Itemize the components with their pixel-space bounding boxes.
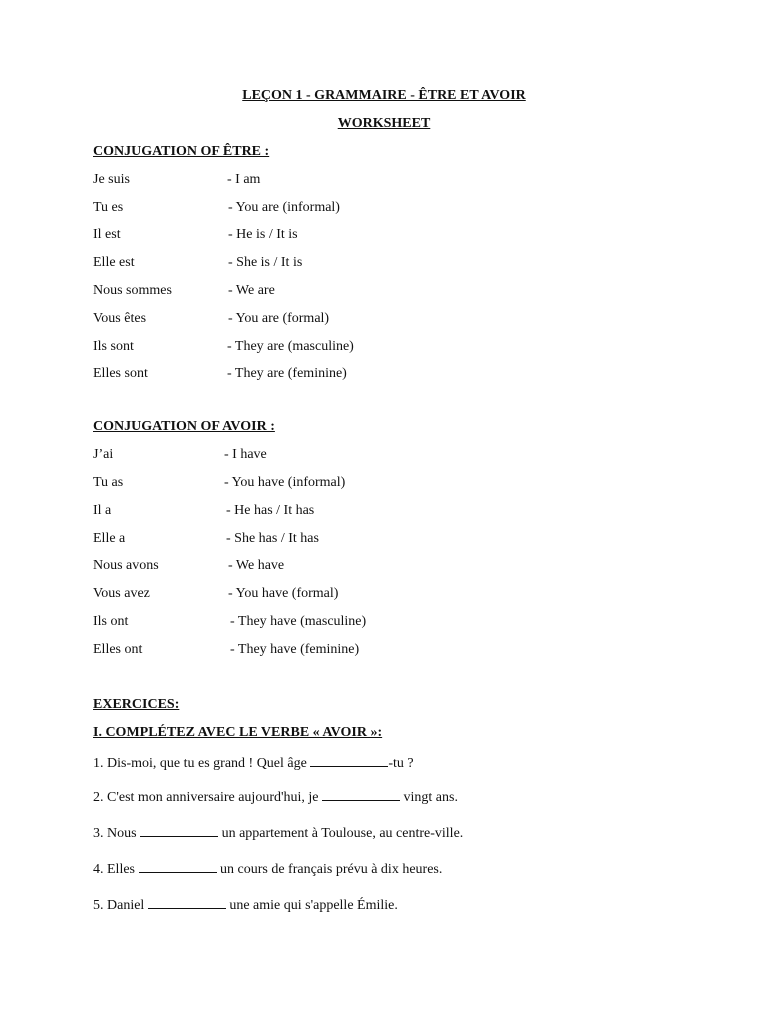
avoir-french: Tu as	[93, 475, 124, 490]
exercise-item	[93, 823, 463, 842]
exercise-prompt: 1. Dis-moi, que tu es grand ! Quel âge	[93, 756, 307, 771]
etre-english: - We are	[228, 283, 275, 298]
exercise-prompt: 5. Daniel	[93, 898, 145, 913]
avoir-english: - They have (feminine)	[230, 642, 360, 657]
etre-english: - You are (formal)	[228, 311, 330, 326]
avoir-french: Vous avez	[93, 586, 150, 601]
avoir-english: - You have (formal)	[228, 586, 339, 601]
exercise-prompt: 4. Elles	[93, 862, 135, 877]
exercise-ending: une amie qui s'appelle Émilie.	[229, 898, 398, 913]
etre-heading: CONJUGATION OF ÊTRE :	[93, 144, 270, 159]
page-title: LEÇON 1 - GRAMMAIRE - ÊTRE ET AVOIR	[242, 88, 526, 103]
etre-french: Vous êtes	[93, 311, 147, 326]
avoir-french: Il a	[93, 503, 112, 518]
etre-english: - She is / It is	[228, 255, 303, 270]
etre-english: - They are (feminine)	[227, 366, 347, 381]
etre-french: Je suis	[93, 172, 130, 187]
exercise-ending: un appartement à Toulouse, au centre-ville.	[221, 826, 464, 841]
etre-french: Elles sont	[93, 366, 148, 381]
exercise-item	[93, 753, 414, 772]
avoir-french: Nous avons	[93, 558, 159, 573]
etre-english: - They are (masculine)	[227, 339, 354, 354]
answer-blank[interactable]	[140, 823, 218, 837]
avoir-french: Ils ont	[93, 614, 129, 629]
etre-english: - He is / It is	[228, 227, 298, 242]
avoir-heading: CONJUGATION OF AVOIR :	[93, 419, 275, 434]
answer-blank[interactable]	[148, 895, 226, 909]
answer-blank[interactable]	[139, 859, 217, 873]
avoir-french: J’ai	[93, 447, 114, 462]
exercise-prompt: 3. Nous	[93, 826, 137, 841]
avoir-english: - They have (masculine)	[230, 614, 367, 629]
etre-french: Elle est	[93, 255, 135, 270]
avoir-english: - She has / It has	[226, 531, 319, 546]
exercise-item	[93, 895, 398, 914]
etre-french: Ils sont	[93, 339, 134, 354]
exercises-heading: EXERCICES:	[93, 697, 180, 712]
exercise-ending: un cours de français prévu à dix heures.	[220, 862, 443, 877]
page-subtitle: WORKSHEET	[337, 116, 431, 131]
etre-french: Il est	[93, 227, 121, 242]
exercise-ending: -tu ?	[388, 756, 414, 771]
etre-english: - You are (informal)	[228, 200, 340, 215]
avoir-french: Elle a	[93, 531, 126, 546]
avoir-french: Elles ont	[93, 642, 143, 657]
etre-french: Nous sommes	[93, 283, 172, 298]
avoir-english: - You have (informal)	[224, 475, 346, 490]
exercise-item	[93, 859, 442, 878]
exercise-ending: vingt ans.	[403, 790, 458, 805]
etre-french: Tu es	[93, 200, 124, 215]
avoir-english: - We have	[228, 558, 285, 573]
answer-blank[interactable]	[310, 753, 388, 767]
avoir-english: - I have	[224, 447, 267, 462]
exercise-section-title: I. COMPLÉTEZ AVEC LE VERBE « AVOIR »:	[93, 725, 383, 740]
avoir-english: - He has / It has	[226, 503, 315, 518]
answer-blank[interactable]	[322, 787, 400, 801]
exercise-prompt: 2. C'est mon anniversaire aujourd'hui, je	[93, 790, 319, 805]
exercise-item	[93, 787, 458, 806]
etre-english: - I am	[227, 172, 261, 187]
